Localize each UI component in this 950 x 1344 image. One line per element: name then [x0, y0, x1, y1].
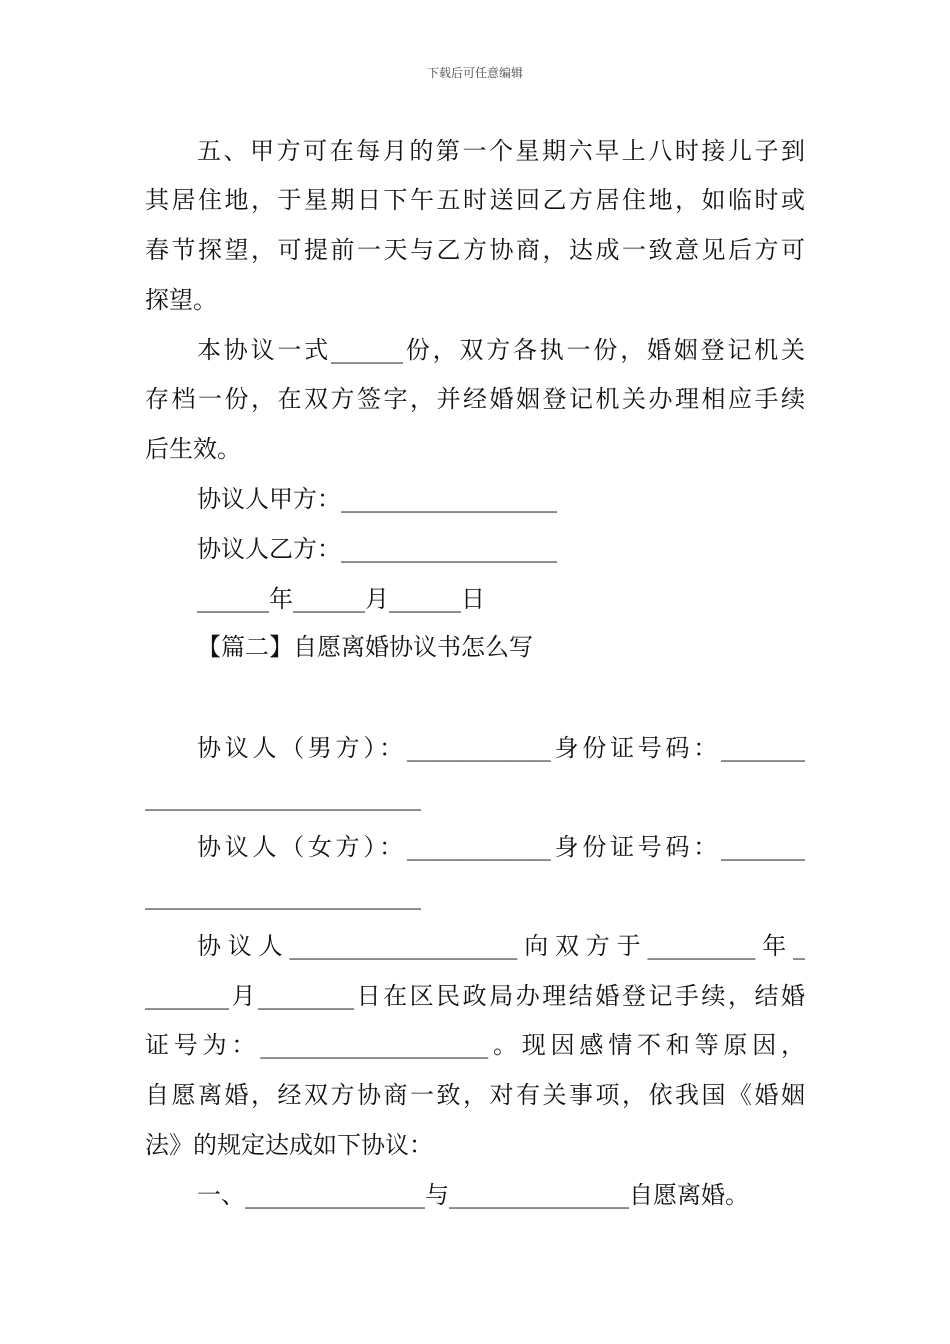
- text-line: 法》的规定达成如下协议：: [145, 1131, 433, 1159]
- text-line: 自愿离婚，经双方协商一致，对有关事项，依我国《婚姻: [145, 1081, 805, 1109]
- text-line: 存档一份，在双方签字，并经婚姻登记机关办理相应手续: [145, 385, 805, 413]
- text-line: _______________________: [145, 783, 421, 811]
- text-line: 一、_______________与_______________自愿离婚。: [197, 1181, 749, 1209]
- text-line: 春节探望，可提前一天与乙方协商，达成一致意见后方可: [145, 236, 805, 264]
- text-line: _______月________日在区民政局办理结婚登记手续，结婚: [145, 982, 805, 1010]
- text-line: 本协议一式______份，双方各执一份，婚姻登记机关: [197, 336, 805, 364]
- page-header: 下载后可任意编辑: [426, 66, 523, 80]
- text-line: 五、甲方可在每月的第一个星期六早上八时接儿子到: [197, 137, 805, 165]
- text-line: 后生效。: [145, 435, 241, 463]
- section-heading: 【篇二】自愿离婚协议书怎么写: [197, 633, 533, 661]
- text-line: 探望。: [145, 286, 217, 314]
- text-line: 协议人___________________向双方于_________年_: [197, 932, 805, 960]
- text-line: 证号为：___________________。现因感情不和等原因，: [145, 1031, 805, 1059]
- signature-line-party-a: 协议人甲方：__________________: [197, 485, 557, 513]
- text-line: 其居住地，于星期日下午五时送回乙方居住地，如临时或: [145, 186, 805, 214]
- text-line: 协议人（男方）：____________身份证号码：_______: [197, 734, 805, 762]
- date-line: ______年______月______日: [197, 585, 485, 613]
- text-line: 协议人（女方）：____________身份证号码：_______: [197, 833, 805, 861]
- text-line: _______________________: [145, 882, 421, 910]
- signature-line-party-b: 协议人乙方：__________________: [197, 535, 557, 563]
